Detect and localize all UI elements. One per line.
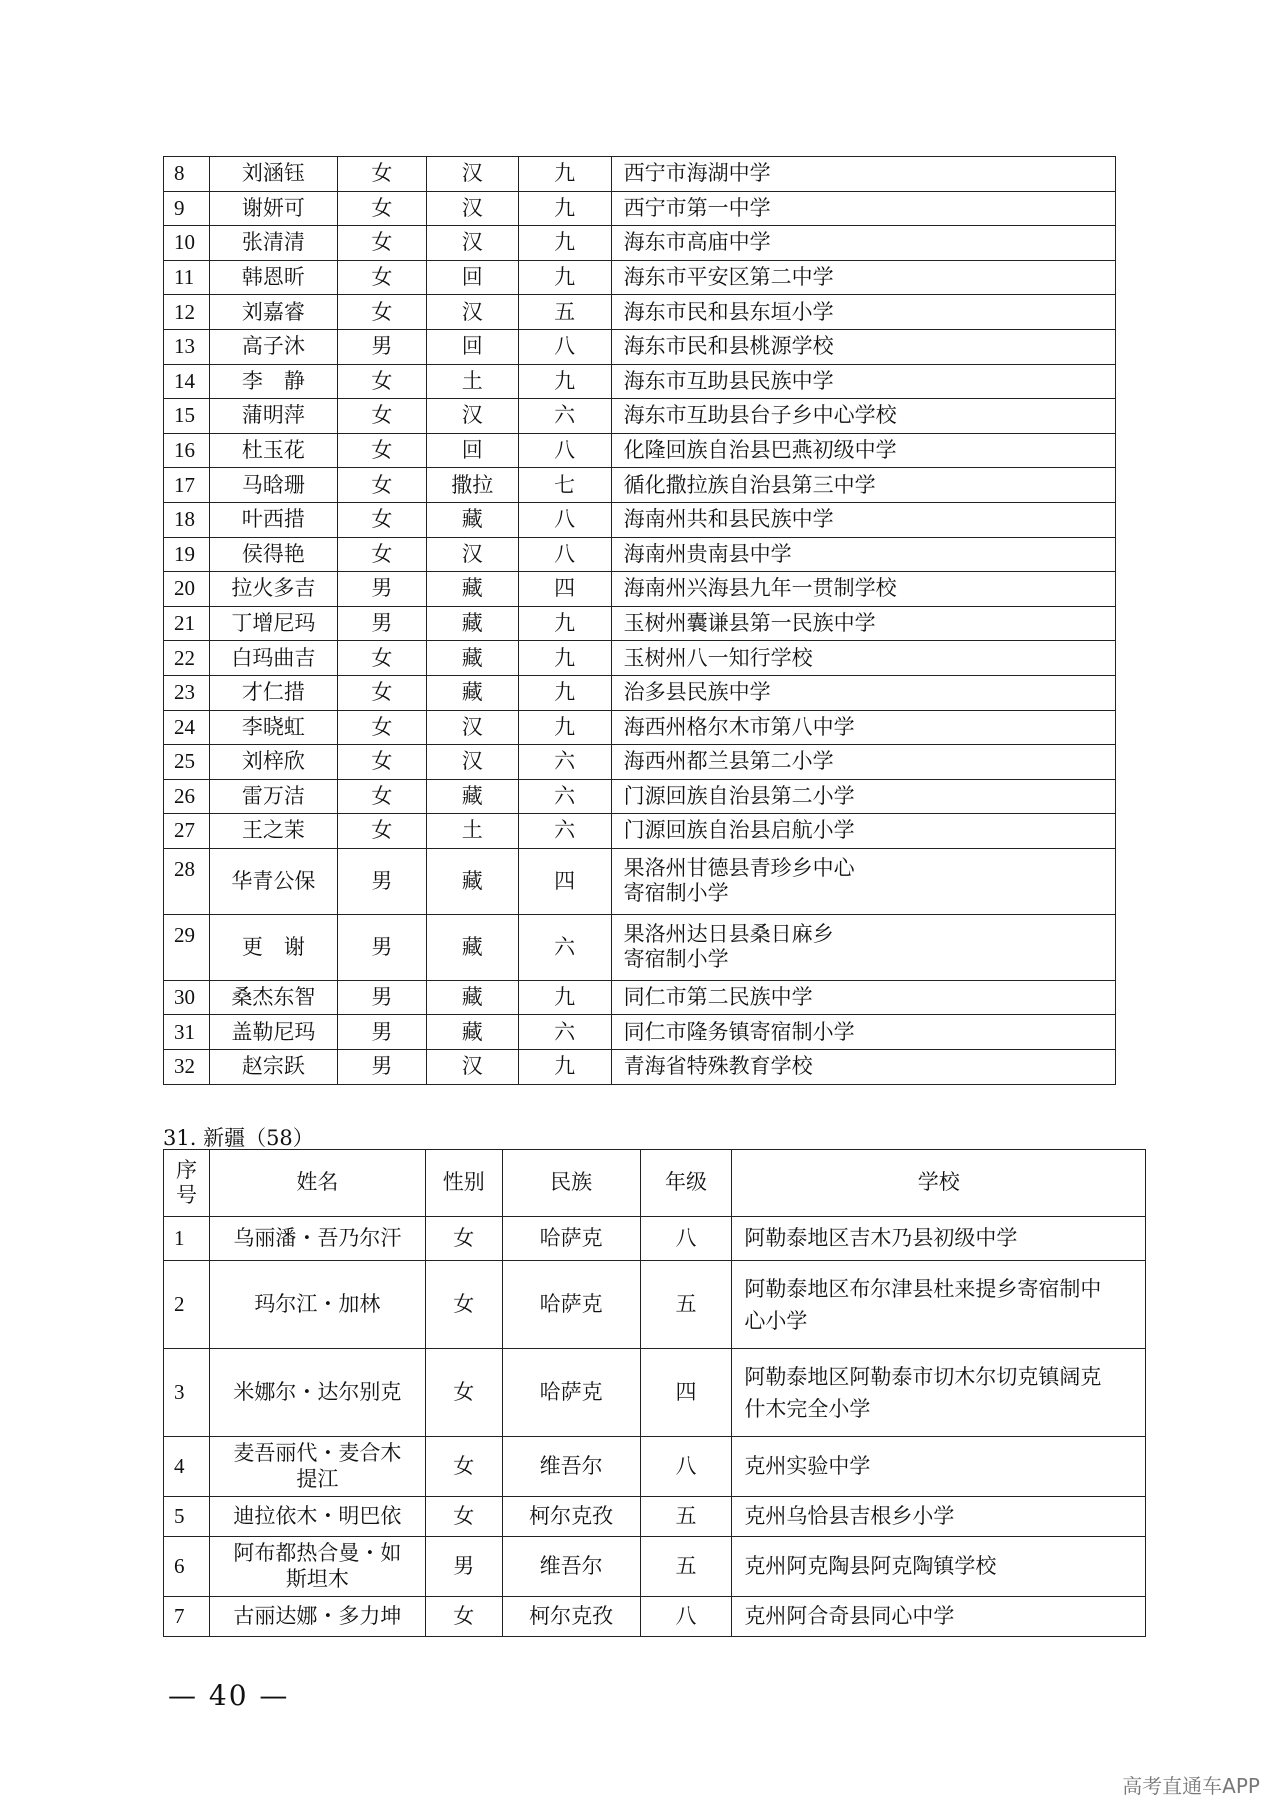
student-ethnicity: 藏 — [426, 914, 518, 980]
student-school: 阿勒泰地区布尔津县杜来提乡寄宿制中 心小学 — [732, 1261, 1146, 1349]
student-ethnicity: 藏 — [426, 502, 518, 537]
student-gender: 女 — [337, 814, 426, 849]
student-gender: 男 — [337, 329, 426, 364]
student-school: 玉树州八一知行学校 — [611, 641, 1115, 676]
student-grade: 五 — [640, 1261, 732, 1349]
student-name: 盖勒尼玛 — [209, 1015, 337, 1050]
row-number: 9 — [164, 191, 210, 226]
student-ethnicity: 汉 — [426, 157, 518, 192]
student-school: 海东市互助县台子乡中心学校 — [611, 399, 1115, 434]
student-grade: 八 — [640, 1217, 732, 1261]
student-name: 刘涵钰 — [209, 157, 337, 192]
student-ethnicity: 汉 — [426, 1050, 518, 1085]
student-name: 刘梓欣 — [209, 745, 337, 780]
page-number: — 40 — — [168, 1679, 290, 1712]
student-school: 克州阿合奇县同心中学 — [732, 1597, 1146, 1637]
student-name: 马晗珊 — [209, 468, 337, 503]
table-row — [164, 329, 1116, 364]
header-school: 学校 — [732, 1150, 1146, 1217]
student-name: 才仁措 — [209, 675, 337, 710]
student-name: 李 静 — [209, 364, 337, 399]
student-name: 华青公保 — [209, 848, 337, 914]
student-gender: 女 — [337, 295, 426, 330]
row-number: 8 — [164, 157, 210, 192]
student-name: 张清清 — [209, 226, 337, 261]
student-grade: 四 — [518, 848, 611, 914]
student-gender: 女 — [337, 710, 426, 745]
student-grade: 四 — [518, 572, 611, 607]
student-grade: 八 — [640, 1597, 732, 1637]
student-gender: 女 — [337, 502, 426, 537]
table-row — [164, 157, 1116, 192]
student-gender: 女 — [337, 260, 426, 295]
student-school: 阿勒泰地区吉木乃县初级中学 — [732, 1217, 1146, 1261]
row-number: 25 — [164, 745, 210, 780]
student-gender: 女 — [337, 226, 426, 261]
student-grade: 八 — [640, 1437, 732, 1497]
student-name: 古丽达娜・多力坤 — [209, 1597, 425, 1637]
student-school: 同仁市第二民族中学 — [611, 980, 1115, 1015]
row-number: 22 — [164, 641, 210, 676]
student-ethnicity: 汉 — [426, 226, 518, 261]
table-row — [164, 710, 1116, 745]
student-name: 叶西措 — [209, 502, 337, 537]
table-row — [164, 641, 1116, 676]
row-number: 1 — [164, 1217, 210, 1261]
watermark: 高考直通车APP — [1122, 1774, 1260, 1798]
student-name: 赵宗跃 — [209, 1050, 337, 1085]
row-number: 11 — [164, 260, 210, 295]
student-name: 谢妍可 — [209, 191, 337, 226]
student-school: 化隆回族自治县巴燕初级中学 — [611, 433, 1115, 468]
student-gender: 女 — [337, 537, 426, 572]
table-row — [164, 1217, 1146, 1261]
row-number: 6 — [164, 1537, 210, 1597]
header-no: 序 号 — [164, 1150, 210, 1217]
row-number: 29 — [164, 914, 210, 980]
student-name: 玛尔江・加林 — [209, 1261, 425, 1349]
student-grade: 四 — [640, 1349, 732, 1437]
table-row — [164, 848, 1116, 914]
student-name: 麦吾丽代・麦合木 提江 — [209, 1437, 425, 1497]
student-ethnicity: 哈萨克 — [502, 1261, 640, 1349]
student-gender: 女 — [425, 1261, 502, 1349]
student-name: 雷万洁 — [209, 779, 337, 814]
row-number: 26 — [164, 779, 210, 814]
student-gender: 女 — [425, 1349, 502, 1437]
student-school: 海南州贵南县中学 — [611, 537, 1115, 572]
student-gender: 女 — [337, 433, 426, 468]
student-name: 侯得艳 — [209, 537, 337, 572]
student-name: 迪拉依木・明巴依 — [209, 1497, 425, 1537]
student-ethnicity: 回 — [426, 329, 518, 364]
table-row — [164, 433, 1116, 468]
table-row — [164, 226, 1116, 261]
student-ethnicity: 汉 — [426, 399, 518, 434]
student-ethnicity: 藏 — [426, 848, 518, 914]
student-school: 海东市高庙中学 — [611, 226, 1115, 261]
table-row — [164, 1437, 1146, 1497]
table-row — [164, 191, 1116, 226]
table-row — [164, 1497, 1146, 1537]
row-number: 21 — [164, 606, 210, 641]
student-grade: 五 — [640, 1537, 732, 1597]
row-number: 2 — [164, 1261, 210, 1349]
student-ethnicity: 汉 — [426, 710, 518, 745]
header-gender: 性别 — [425, 1150, 502, 1217]
student-grade: 八 — [518, 537, 611, 572]
table-row — [164, 572, 1116, 607]
table-row — [164, 399, 1116, 434]
student-grade: 六 — [518, 399, 611, 434]
student-school: 门源回族自治县第二小学 — [611, 779, 1115, 814]
student-grade: 五 — [640, 1497, 732, 1537]
student-ethnicity: 哈萨克 — [502, 1349, 640, 1437]
row-number: 32 — [164, 1050, 210, 1085]
student-school: 海南州兴海县九年一贯制学校 — [611, 572, 1115, 607]
row-number: 13 — [164, 329, 210, 364]
row-number: 3 — [164, 1349, 210, 1437]
student-school: 门源回族自治县启航小学 — [611, 814, 1115, 849]
table-row — [164, 1261, 1146, 1349]
student-school: 同仁市隆务镇寄宿制小学 — [611, 1015, 1115, 1050]
row-number: 27 — [164, 814, 210, 849]
student-name: 米娜尔・达尔别克 — [209, 1349, 425, 1437]
table-row — [164, 814, 1116, 849]
table-row — [164, 745, 1116, 780]
student-ethnicity: 哈萨克 — [502, 1217, 640, 1261]
student-grade: 九 — [518, 191, 611, 226]
student-gender: 男 — [337, 848, 426, 914]
table-row — [164, 364, 1116, 399]
table-row — [164, 1537, 1146, 1597]
student-grade: 九 — [518, 710, 611, 745]
table-row — [164, 1050, 1116, 1085]
student-gender: 女 — [425, 1437, 502, 1497]
table-row — [164, 914, 1116, 980]
student-school: 克州实验中学 — [732, 1437, 1146, 1497]
student-school: 海东市民和县东垣小学 — [611, 295, 1115, 330]
student-school: 阿勒泰地区阿勒泰市切木尔切克镇阔克 什木完全小学 — [732, 1349, 1146, 1437]
student-school: 海南州共和县民族中学 — [611, 502, 1115, 537]
student-grade: 六 — [518, 914, 611, 980]
student-grade: 九 — [518, 675, 611, 710]
table-header-row — [164, 1150, 1146, 1217]
student-grade: 六 — [518, 814, 611, 849]
table-row — [164, 606, 1116, 641]
student-ethnicity: 维吾尔 — [502, 1437, 640, 1497]
student-ethnicity: 汉 — [426, 537, 518, 572]
row-number: 16 — [164, 433, 210, 468]
table-row — [164, 779, 1116, 814]
student-grade: 九 — [518, 606, 611, 641]
student-grade: 八 — [518, 329, 611, 364]
student-grade: 六 — [518, 1015, 611, 1050]
header-name: 姓名 — [209, 1150, 425, 1217]
row-number: 19 — [164, 537, 210, 572]
student-school: 海西州格尔木市第八中学 — [611, 710, 1115, 745]
student-name: 丁增尼玛 — [209, 606, 337, 641]
student-gender: 女 — [337, 191, 426, 226]
student-grade: 九 — [518, 364, 611, 399]
table-row — [164, 675, 1116, 710]
student-school: 治多县民族中学 — [611, 675, 1115, 710]
header-grade: 年级 — [640, 1150, 732, 1217]
student-gender: 男 — [425, 1537, 502, 1597]
section-title: 31. 新疆（58） — [163, 1126, 314, 1150]
student-name: 王之茉 — [209, 814, 337, 849]
student-school: 果洛州甘德县青珍乡中心 寄宿制小学 — [611, 848, 1115, 914]
table-xinjiang — [163, 1149, 1146, 1637]
student-ethnicity: 藏 — [426, 1015, 518, 1050]
student-ethnicity: 汉 — [426, 745, 518, 780]
student-name: 桑杰东智 — [209, 980, 337, 1015]
student-grade: 九 — [518, 1050, 611, 1085]
student-name: 刘嘉睿 — [209, 295, 337, 330]
student-gender: 男 — [337, 1015, 426, 1050]
student-ethnicity: 维吾尔 — [502, 1537, 640, 1597]
table-row — [164, 1015, 1116, 1050]
student-name: 阿布都热合曼・如 斯坦木 — [209, 1537, 425, 1597]
student-gender: 女 — [337, 399, 426, 434]
student-name: 韩恩昕 — [209, 260, 337, 295]
student-gender: 男 — [337, 572, 426, 607]
student-school: 海东市互助县民族中学 — [611, 364, 1115, 399]
student-gender: 男 — [337, 1050, 426, 1085]
student-ethnicity: 藏 — [426, 606, 518, 641]
student-ethnicity: 汉 — [426, 295, 518, 330]
student-grade: 五 — [518, 295, 611, 330]
student-school: 循化撒拉族自治县第三中学 — [611, 468, 1115, 503]
student-grade: 九 — [518, 260, 611, 295]
student-school: 海东市平安区第二中学 — [611, 260, 1115, 295]
student-ethnicity: 回 — [426, 260, 518, 295]
table-row — [164, 468, 1116, 503]
student-name: 蒲明萍 — [209, 399, 337, 434]
student-grade: 八 — [518, 433, 611, 468]
row-number: 20 — [164, 572, 210, 607]
row-number: 30 — [164, 980, 210, 1015]
row-number: 15 — [164, 399, 210, 434]
header-ethnicity: 民族 — [502, 1150, 640, 1217]
student-gender: 女 — [337, 468, 426, 503]
row-number: 4 — [164, 1437, 210, 1497]
student-school: 克州乌恰县吉根乡小学 — [732, 1497, 1146, 1537]
student-gender: 女 — [337, 641, 426, 676]
student-grade: 九 — [518, 226, 611, 261]
student-ethnicity: 土 — [426, 814, 518, 849]
row-number: 31 — [164, 1015, 210, 1050]
student-ethnicity: 藏 — [426, 572, 518, 607]
table-continued — [163, 156, 1116, 1085]
table-row — [164, 1349, 1146, 1437]
student-gender: 女 — [337, 675, 426, 710]
row-number: 17 — [164, 468, 210, 503]
table-row — [164, 1597, 1146, 1637]
student-school: 西宁市第一中学 — [611, 191, 1115, 226]
student-gender: 女 — [425, 1497, 502, 1537]
student-ethnicity: 藏 — [426, 779, 518, 814]
student-name: 乌丽潘・吾乃尔汗 — [209, 1217, 425, 1261]
student-ethnicity: 汉 — [426, 191, 518, 226]
student-grade: 九 — [518, 641, 611, 676]
student-school: 玉树州囊谦县第一民族中学 — [611, 606, 1115, 641]
table-row — [164, 502, 1116, 537]
student-gender: 男 — [337, 914, 426, 980]
student-gender: 女 — [337, 364, 426, 399]
row-number: 24 — [164, 710, 210, 745]
row-number: 12 — [164, 295, 210, 330]
student-ethnicity: 土 — [426, 364, 518, 399]
row-number: 28 — [164, 848, 210, 914]
row-number: 10 — [164, 226, 210, 261]
student-name: 拉火多吉 — [209, 572, 337, 607]
row-number: 18 — [164, 502, 210, 537]
student-name: 李晓虹 — [209, 710, 337, 745]
student-school: 西宁市海湖中学 — [611, 157, 1115, 192]
student-gender: 女 — [337, 745, 426, 780]
student-school: 果洛州达日县桑日麻乡 寄宿制小学 — [611, 914, 1115, 980]
student-grade: 九 — [518, 157, 611, 192]
row-number: 7 — [164, 1597, 210, 1637]
student-ethnicity: 回 — [426, 433, 518, 468]
row-number: 14 — [164, 364, 210, 399]
student-grade: 六 — [518, 779, 611, 814]
student-gender: 女 — [425, 1597, 502, 1637]
student-ethnicity: 柯尔克孜 — [502, 1597, 640, 1637]
student-name: 高子沐 — [209, 329, 337, 364]
table-row — [164, 537, 1116, 572]
row-number: 23 — [164, 675, 210, 710]
student-grade: 八 — [518, 502, 611, 537]
student-ethnicity: 藏 — [426, 641, 518, 676]
row-number: 5 — [164, 1497, 210, 1537]
student-gender: 男 — [337, 606, 426, 641]
table-row — [164, 980, 1116, 1015]
student-gender: 女 — [337, 779, 426, 814]
student-school: 青海省特殊教育学校 — [611, 1050, 1115, 1085]
student-ethnicity: 撒拉 — [426, 468, 518, 503]
student-grade: 九 — [518, 980, 611, 1015]
student-name: 白玛曲吉 — [209, 641, 337, 676]
student-gender: 女 — [425, 1217, 502, 1261]
student-ethnicity: 藏 — [426, 980, 518, 1015]
student-grade: 七 — [518, 468, 611, 503]
student-grade: 六 — [518, 745, 611, 780]
student-ethnicity: 藏 — [426, 675, 518, 710]
student-name: 杜玉花 — [209, 433, 337, 468]
student-gender: 女 — [337, 157, 426, 192]
student-gender: 男 — [337, 980, 426, 1015]
student-school: 克州阿克陶县阿克陶镇学校 — [732, 1537, 1146, 1597]
table-row — [164, 295, 1116, 330]
student-name: 更 谢 — [209, 914, 337, 980]
table-row — [164, 260, 1116, 295]
student-school: 海东市民和县桃源学校 — [611, 329, 1115, 364]
student-school: 海西州都兰县第二小学 — [611, 745, 1115, 780]
student-ethnicity: 柯尔克孜 — [502, 1497, 640, 1537]
